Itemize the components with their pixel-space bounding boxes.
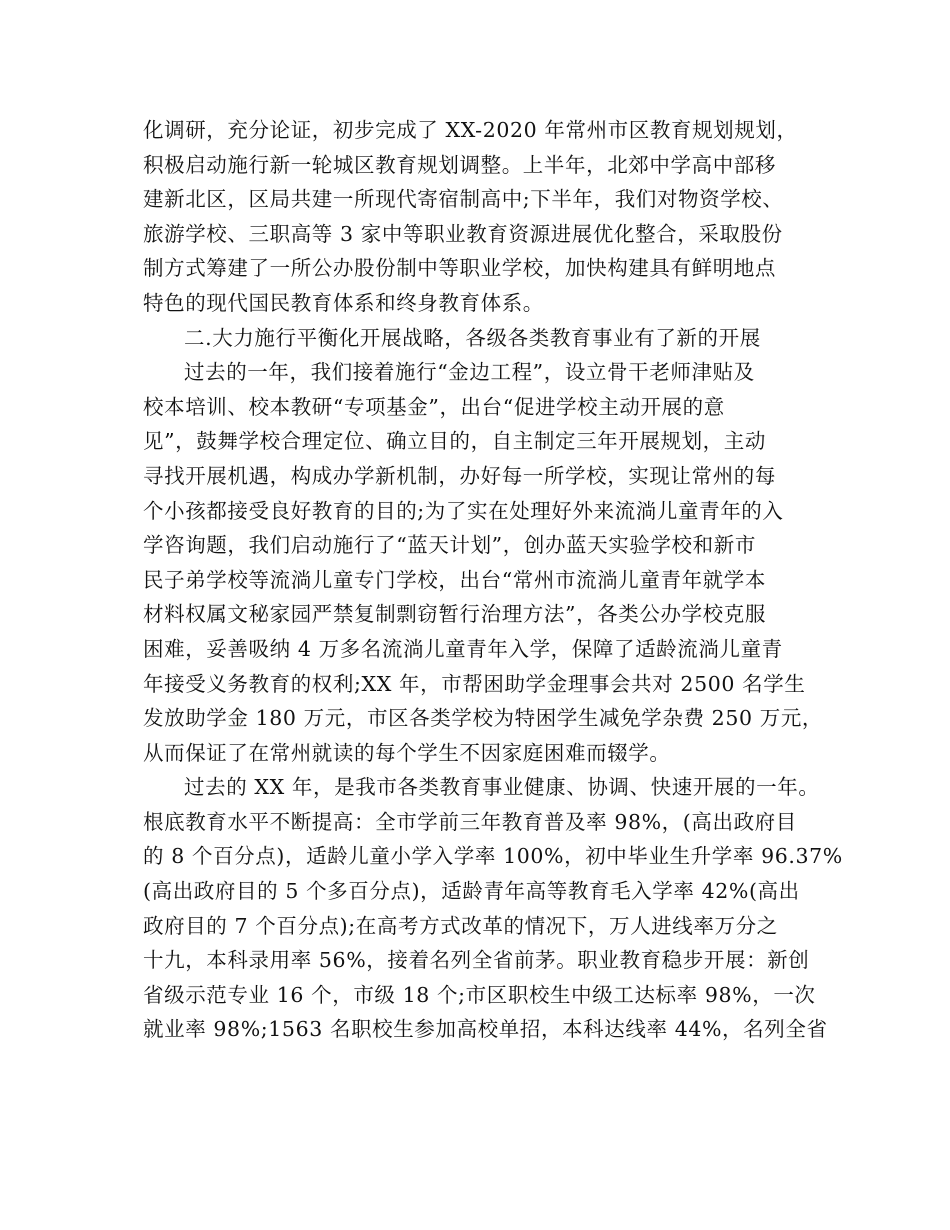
text-line: 困难，妥善吸纳 4 万多名流淌儿童青年入学，保障了适龄流淌儿童青 xyxy=(143,636,783,661)
text-line: 的 8 个百分点)，适龄儿童小学入学率 100%，初中毕业生升学率 96.37% xyxy=(143,844,843,869)
text-line: 学咨询题，我们启动施行了“蓝天计划”，创办蓝天实验学校和新市 xyxy=(143,533,756,558)
section-heading: 二.大力施行平衡化开展战略，各级各类教育事业有了新的开展 xyxy=(184,325,761,350)
text-line: 过去的一年，我们接着施行“金边工程”，设立骨干老师津贴及 xyxy=(184,360,755,385)
text-line: 建新北区，区局共建一所现代寄宿制高中;下半年，我们对物资学校、 xyxy=(143,187,784,212)
text-line: 特色的现代国民教育体系和终身教育体系。 xyxy=(143,290,544,315)
text-line: 积极启动施行新一轮城区教育规划调整。上半年，北郊中学高中部移 xyxy=(143,152,776,177)
text-line: (高出政府目的 5 个多百分点)，适龄青年高等教育毛入学率 42%(高出 xyxy=(143,879,800,904)
text-line: 省级示范专业 16 个，市级 18 个;市区职校生中级工达标率 98%，一次 xyxy=(143,982,816,1007)
text-line: 个小孩都接受良好教育的目的;为了实在处理好外来流淌儿童青年的入 xyxy=(143,498,784,523)
text-line: 发放助学金 180 万元，市区各类学校为特困学生减免学杂费 250 万元， xyxy=(143,706,824,731)
text-line: 年接受义务教育的权利;XX 年，市帮困助学金理事会共对 2500 名学生 xyxy=(143,671,806,696)
text-line: 十九，本科录用率 56%，接着名列全省前茅。职业教育稳步开展：新创 xyxy=(143,948,810,973)
text-line: 从而保证了在常州就读的每个学生不因家庭困难而辍学。 xyxy=(143,740,671,765)
text-line: 制方式筹建了一所公办股份制中等职业学校，加快构建具有鲜明地点 xyxy=(143,256,776,281)
text-line: 校本培训、校本教研“专项基金”，出台“促进学校主动开展的意 xyxy=(143,394,725,419)
text-line: 化调研，充分论证，初步完成了 XX-2020 年常州市区教育规划规划， xyxy=(143,118,798,142)
text-line: 见”，鼓舞学校合理定位、确立目的，自主制定三年开展规划，主动 xyxy=(143,429,766,454)
text-line: 就业率 98%;1563 名职校生参加高校单招，本科达线率 44%，名列全省 xyxy=(143,1017,828,1042)
text-line: 民子弟学校等流淌儿童专门学校，出台“常州市流淌儿童青年就学本 xyxy=(143,567,766,592)
text-line: 寻找开展机遇，构成办学新机制，办好每一所学校，实现让常州的每 xyxy=(143,463,776,488)
text-line: 材料权属文秘家园严禁复制剽窃暂行治理方法”，各类公办学校克服 xyxy=(143,602,766,627)
text-line: 政府目的 7 个百分点);在高考方式改革的情况下，万人进线率万分之 xyxy=(143,913,778,938)
text-line: 过去的 XX 年，是我市各类教育事业健康、协调、快速开展的一年。 xyxy=(184,775,820,800)
document-body xyxy=(143,113,843,1047)
text-line: 根底教育水平不断提高：全市学前三年教育普及率 98%，(高出政府目 xyxy=(143,809,797,834)
text-line: 旅游学校、三职高等 3 家中等职业教育资源进展优化整合，采取股份 xyxy=(143,221,783,246)
